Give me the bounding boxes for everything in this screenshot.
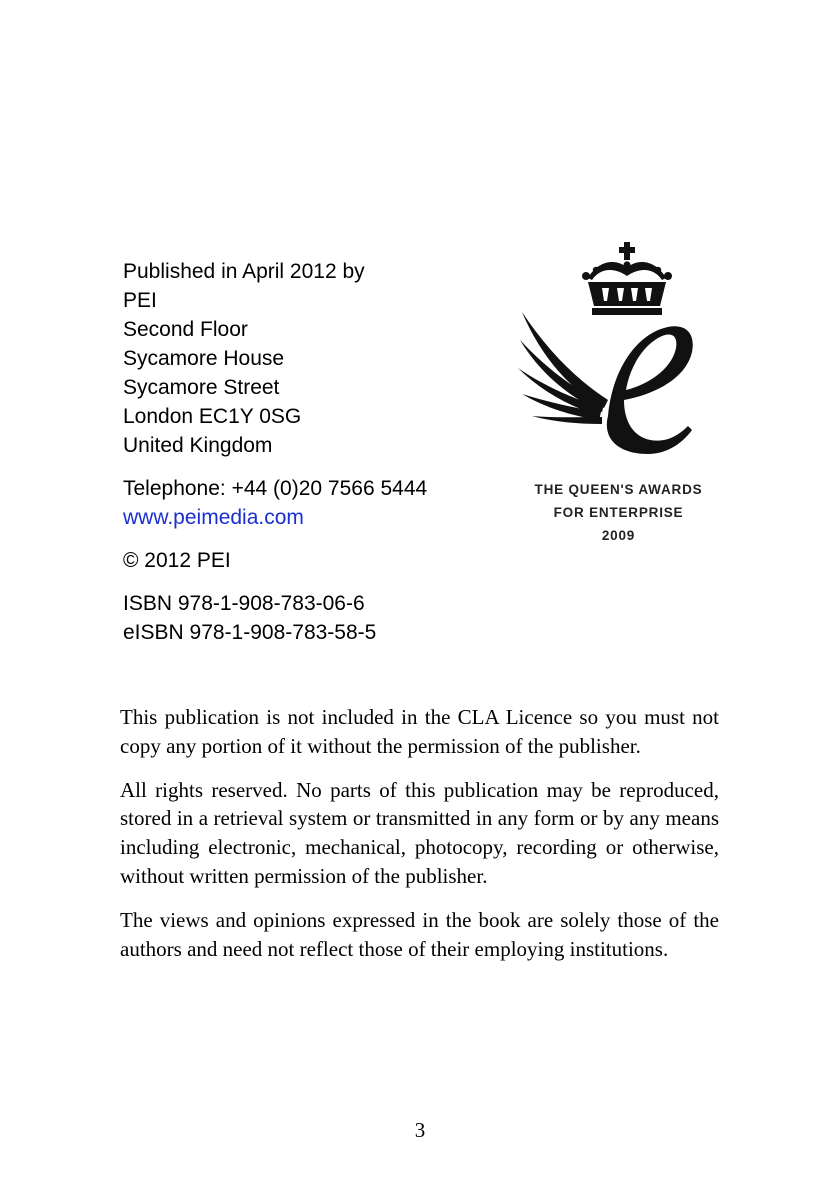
rights-reserved-notice: All rights reserved. No parts of this publication may be reproduced, stored in a retrieval system or transmitted in any form or by any means including electronic, mechanical, photocopy, recording or otherwise, without written permission of the publisher. — [120, 777, 719, 888]
queens-award-emblem-icon — [516, 240, 721, 470]
isbn-line: ISBN 978-1-908-783-06-6 — [123, 592, 365, 615]
address-floor: Second Floor — [123, 318, 248, 341]
award-caption-line-2: FOR ENTERPRISE — [553, 505, 684, 520]
isbn-block — [123, 589, 503, 647]
website-line — [123, 503, 503, 532]
copyright-notice: © 2012 PEI — [123, 549, 231, 572]
award-caption-line-1: THE QUEEN'S AWARDS — [534, 482, 703, 497]
address-building: Sycamore House — [123, 347, 285, 370]
address-city-postcode: London EC1Y 0SG — [123, 405, 302, 428]
views-disclaimer: The views and opinions expressed in the book are solely those of the authors and need not reflect those of their employing institutions. — [120, 907, 719, 961]
queens-award-logo — [516, 240, 721, 550]
award-caption-year: 2009 — [601, 528, 636, 543]
telephone-line: Telephone: +44 (0)20 7566 5444 — [123, 477, 428, 500]
eisbn-line: eISBN 978-1-908-783-58-5 — [123, 621, 377, 644]
website-link[interactable]: www.peimedia.com — [123, 506, 304, 529]
publisher-info — [123, 257, 503, 647]
contact-block — [123, 474, 503, 532]
address-block — [123, 257, 503, 460]
publication-date-line: Published in April 2012 by — [123, 260, 365, 283]
cla-licence-notice: This publication is not included in the CLA Licence so you must not copy any portion of it without the permission of the publisher. — [120, 705, 719, 758]
page-number: 3 — [414, 1118, 426, 1142]
legal-notices — [120, 703, 719, 978]
address-street: Sycamore Street — [123, 376, 280, 399]
address-country: United Kingdom — [123, 434, 273, 457]
award-caption — [516, 478, 721, 547]
publisher-name: PEI — [123, 289, 157, 312]
